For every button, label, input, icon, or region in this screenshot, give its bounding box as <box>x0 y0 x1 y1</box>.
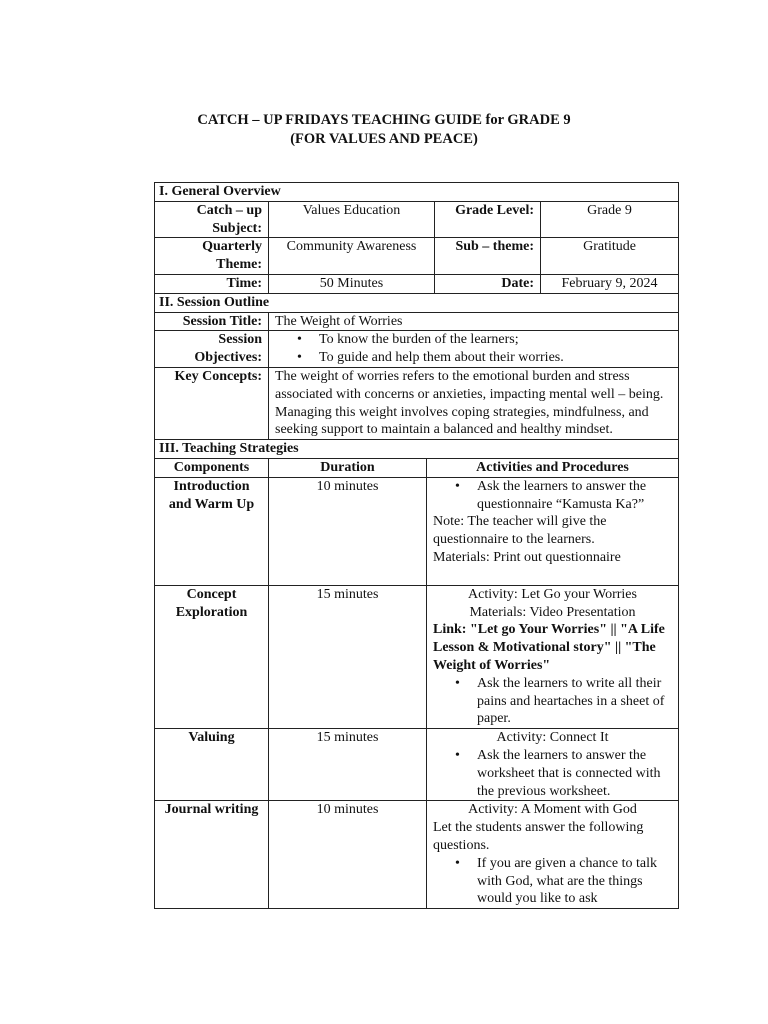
row-objectives <box>155 331 679 368</box>
activity-bullet: • Ask the learners to answer the questionnaire “Kamusta Ka?” <box>477 478 672 514</box>
title-line-2: (FOR VALUES AND PEACE) <box>290 131 478 147</box>
col-header-duration: Duration <box>269 458 427 477</box>
col-header-activities: Activities and Procedures <box>427 458 679 477</box>
subtheme-label: Sub – theme: <box>435 238 541 275</box>
key-concepts-value: The weight of worries refers to the emotional burden and stress associated with concerns or anxieties, impacting mental well – being. Managing this weight involves coping strategies, mindfulness, and seeking support to maintain a balanced and healthy mindset. <box>269 367 679 439</box>
strategies-header-row <box>155 458 679 477</box>
row-session-title <box>155 312 679 331</box>
objectives-label: Session Objectives: <box>155 331 269 368</box>
section-general-overview <box>155 183 679 202</box>
section-heading: II. Session Outline <box>155 293 679 312</box>
activity-video-link[interactable]: Link: "Let go Your Worries" || "A Life Lesson & Motivational story" || "The Weight of Worries" <box>433 622 665 673</box>
subtheme-value: Gratitude <box>541 238 679 275</box>
objective-item: • To know the burden of the learners; <box>319 331 672 349</box>
teaching-guide-table <box>154 182 679 909</box>
session-title-value: The Weight of Worries <box>269 312 679 331</box>
component-cell: Journal writing <box>155 801 269 909</box>
time-value: 50 Minutes <box>269 274 435 293</box>
activities-cell <box>427 729 679 801</box>
grade-label: Grade Level: <box>435 201 541 238</box>
activity-title: Activity: A Moment with God <box>468 802 637 818</box>
strategy-row-journal-writing <box>155 801 679 909</box>
section-teaching-strategies <box>155 440 679 459</box>
duration-cell: 15 minutes <box>269 729 427 801</box>
component-cell: Concept Exploration <box>155 585 269 728</box>
duration-cell: 15 minutes <box>269 585 427 728</box>
section-session-outline <box>155 293 679 312</box>
section-heading: I. General Overview <box>155 183 679 202</box>
activity-materials: Materials: Video Presentation <box>469 604 636 620</box>
activity-bullet: • If you are given a chance to talk with God, what are the things would you like to ask <box>477 855 672 908</box>
document-title <box>0 111 768 149</box>
date-value: February 9, 2024 <box>541 274 679 293</box>
row-time <box>155 274 679 293</box>
component-cell: Valuing <box>155 729 269 801</box>
row-key-concepts <box>155 367 679 439</box>
strategy-row-concept-exploration <box>155 585 679 728</box>
duration-cell: 10 minutes <box>269 477 427 585</box>
title-line-1: CATCH – UP FRIDAYS TEACHING GUIDE for GRADE 9 <box>197 112 571 128</box>
date-label: Date: <box>435 274 541 293</box>
activity-text: Let the students answer the following questions. <box>433 820 644 853</box>
row-theme <box>155 238 679 275</box>
strategy-row-valuing <box>155 729 679 801</box>
grade-value: Grade 9 <box>541 201 679 238</box>
theme-label: Quarterly Theme: <box>155 238 269 275</box>
activity-title: Activity: Connect It <box>496 730 609 746</box>
activity-bullet: • Ask the learners to write all their pains and heartaches in a sheet of paper. <box>477 675 672 728</box>
activities-cell <box>427 801 679 909</box>
activity-title: Activity: Let Go your Worries <box>468 586 637 602</box>
subject-label: Catch – up Subject: <box>155 201 269 238</box>
duration-cell: 10 minutes <box>269 801 427 909</box>
activities-cell <box>427 585 679 728</box>
strategy-row-introduction <box>155 477 679 585</box>
activity-bullet: • Ask the learners to answer the worksheet that is connected with the previous worksheet. <box>477 747 672 800</box>
theme-value: Community Awareness <box>269 238 435 275</box>
time-label: Time: <box>155 274 269 293</box>
objective-item: • To guide and help them about their worries. <box>319 349 672 367</box>
objectives-list <box>275 331 672 367</box>
key-concepts-label: Key Concepts: <box>155 367 269 439</box>
activity-materials: Materials: Print out questionnaire <box>433 549 621 565</box>
activities-cell <box>427 477 679 585</box>
section-heading: III. Teaching Strategies <box>155 440 679 459</box>
session-title-label: Session Title: <box>155 312 269 331</box>
activity-note: Note: The teacher will give the questionnaire to the learners. <box>433 514 607 548</box>
component-cell: Introduction and Warm Up <box>155 477 269 585</box>
row-subject <box>155 201 679 238</box>
col-header-components: Components <box>155 458 269 477</box>
objectives-list-cell <box>269 331 679 368</box>
subject-value: Values Education <box>269 201 435 238</box>
